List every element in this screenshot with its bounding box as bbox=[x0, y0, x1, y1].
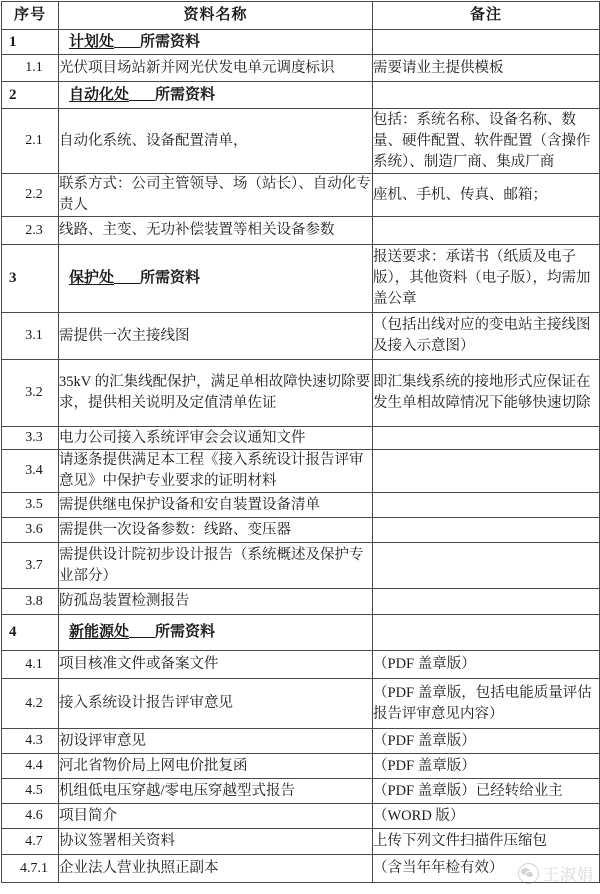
row-index: 4.1 bbox=[2, 651, 59, 679]
table-row bbox=[2, 313, 600, 360]
column-header-index: 序号 bbox=[2, 2, 59, 30]
row-material-name: 需提供继电保护设备和安自装置设备清单 bbox=[59, 493, 373, 518]
row-index: 3.4 bbox=[2, 450, 59, 493]
row-remark bbox=[373, 450, 600, 493]
row-index: 3 bbox=[2, 245, 59, 313]
section-department: 自动化处 bbox=[69, 86, 130, 103]
row-material-name: 需提供一次主接线图 bbox=[59, 313, 373, 360]
table-body bbox=[2, 30, 600, 883]
section-suffix: 所需资料 bbox=[140, 270, 201, 286]
row-index: 4.7 bbox=[2, 829, 59, 855]
row-material-name: 需提供设计院初步设计报告（系统概述及保护专业部分） bbox=[59, 543, 373, 589]
table-row bbox=[2, 174, 600, 217]
requirements-table bbox=[1, 1, 600, 883]
document-page bbox=[0, 1, 600, 894]
section-department: 计划处 bbox=[69, 33, 115, 50]
table-row bbox=[2, 754, 600, 779]
section-department: 新能源处 bbox=[69, 624, 130, 640]
row-index: 2.1 bbox=[2, 109, 59, 174]
row-material-name: 35kV 的汇集线配保护，满足单相故障快速切除要求，提供相关说明及定值清单佐证 bbox=[59, 360, 373, 427]
section-title bbox=[59, 82, 373, 109]
table-row bbox=[2, 804, 600, 829]
table-header bbox=[2, 2, 600, 30]
row-index: 4.7.1 bbox=[2, 855, 59, 883]
row-index: 3.1 bbox=[2, 313, 59, 360]
row-remark bbox=[373, 518, 600, 543]
section-blank-underline bbox=[114, 32, 140, 48]
table-row bbox=[2, 651, 600, 679]
row-index: 3.3 bbox=[2, 427, 59, 450]
section-blank-underline bbox=[129, 622, 155, 638]
row-index: 3.5 bbox=[2, 493, 59, 518]
row-index: 4.3 bbox=[2, 729, 59, 754]
row-index: 4.2 bbox=[2, 679, 59, 729]
row-remark: （含当年年检有效） bbox=[373, 855, 600, 883]
row-remark: 报送要求：承诺书（纸质及电子版），其他资料（电子版），均需加盖公章 bbox=[373, 245, 600, 313]
row-material-name: 机组低电压穿越/零电压穿越型式报告 bbox=[59, 779, 373, 804]
row-index: 3.7 bbox=[2, 543, 59, 589]
row-remark: （PDF 盖章版） bbox=[373, 651, 600, 679]
column-header-remark: 备注 bbox=[373, 2, 600, 30]
row-index: 2 bbox=[2, 82, 59, 109]
row-material-name: 河北省物价局上网电价批复函 bbox=[59, 754, 373, 779]
header-row bbox=[2, 2, 600, 30]
row-index: 1.1 bbox=[2, 55, 59, 82]
row-remark bbox=[373, 217, 600, 245]
row-material-name: 自动化系统、设备配置清单， bbox=[59, 109, 373, 174]
row-remark: （PDF 盖章版） bbox=[373, 754, 600, 779]
section-suffix: 所需资料 bbox=[155, 624, 216, 640]
table-row bbox=[2, 679, 600, 729]
section-department: 保护处 bbox=[69, 270, 115, 286]
column-header-name: 资料名称 bbox=[59, 2, 373, 30]
table-row bbox=[2, 450, 600, 493]
table-row bbox=[2, 55, 600, 82]
row-material-name: 项目简介 bbox=[59, 804, 373, 829]
row-remark: （WORD 版） bbox=[373, 804, 600, 829]
section-title bbox=[59, 615, 373, 651]
table-row bbox=[2, 493, 600, 518]
row-remark bbox=[373, 30, 600, 55]
row-remark bbox=[373, 543, 600, 589]
section-title bbox=[59, 30, 373, 55]
row-index: 2.3 bbox=[2, 217, 59, 245]
row-material-name: 协议签署相关资料 bbox=[59, 829, 373, 855]
table-row bbox=[2, 109, 600, 174]
row-remark: 上传下列文件扫描件压缩包 bbox=[373, 829, 600, 855]
row-material-name: 企业法人营业执照正副本 bbox=[59, 855, 373, 883]
table-row bbox=[2, 615, 600, 651]
row-remark: （PDF 盖章版，包括电能质量评估报告评审意见内容） bbox=[373, 679, 600, 729]
table-row bbox=[2, 543, 600, 589]
row-index: 3.2 bbox=[2, 360, 59, 427]
row-remark: 即汇集线系统的接地形式应保证在发生单相故障情况下能够快速切除 bbox=[373, 360, 600, 427]
row-material-name: 项目核准文件或备案文件 bbox=[59, 651, 373, 679]
row-material-name: 联系方式：公司主管领导、场（站长）、自动化专责人 bbox=[59, 174, 373, 217]
row-remark bbox=[373, 493, 600, 518]
table-row bbox=[2, 427, 600, 450]
table-row bbox=[2, 729, 600, 754]
table-row bbox=[2, 855, 600, 883]
row-remark bbox=[373, 589, 600, 615]
row-remark: 包括：系统名称、设备名称、数量、硬件配置、软件配置（含操作系统）、制造厂商、集成厂商 bbox=[373, 109, 600, 174]
table-row bbox=[2, 779, 600, 804]
row-remark bbox=[373, 615, 600, 651]
row-remark: 需要请业主提供模板 bbox=[373, 55, 600, 82]
table-row bbox=[2, 217, 600, 245]
row-remark: 座机、手机、传真、邮箱； bbox=[373, 174, 600, 217]
row-index: 4.4 bbox=[2, 754, 59, 779]
row-index: 4.6 bbox=[2, 804, 59, 829]
row-remark: （PDF 盖章版）已经转给业主 bbox=[373, 779, 600, 804]
table-row bbox=[2, 30, 600, 55]
row-index: 4 bbox=[2, 615, 59, 651]
row-material-name: 初设评审意见 bbox=[59, 729, 373, 754]
row-remark: （包括出线对应的变电站主接线图及接入示意图） bbox=[373, 313, 600, 360]
section-suffix: 所需资料 bbox=[140, 33, 201, 50]
row-index: 1 bbox=[2, 30, 59, 55]
section-title bbox=[59, 245, 373, 313]
row-remark: （PDF 盖章版） bbox=[373, 729, 600, 754]
row-index: 3.8 bbox=[2, 589, 59, 615]
row-material-name: 接入系统设计报告评审意见 bbox=[59, 679, 373, 729]
section-suffix: 所需资料 bbox=[155, 86, 216, 103]
row-material-name: 防孤岛装置检测报告 bbox=[59, 589, 373, 615]
table-row bbox=[2, 589, 600, 615]
row-material-name: 电力公司接入系统评审会会议通知文件 bbox=[59, 427, 373, 450]
section-blank-underline bbox=[129, 85, 155, 101]
table-row bbox=[2, 360, 600, 427]
row-material-name: 需提供一次设备参数：线路、变压器 bbox=[59, 518, 373, 543]
row-material-name: 请逐条提供满足本工程《接入系统设计报告评审意见》中保护专业要求的证明材料 bbox=[59, 450, 373, 493]
row-remark bbox=[373, 427, 600, 450]
table-row bbox=[2, 518, 600, 543]
row-material-name: 光伏项目场站新并网光伏发电单元调度标识 bbox=[59, 55, 373, 82]
watermark-nickname: 王淑娟 bbox=[542, 867, 594, 884]
row-remark bbox=[373, 82, 600, 109]
table-row bbox=[2, 82, 600, 109]
table-row bbox=[2, 829, 600, 855]
row-material-name: 线路、主变、无功补偿装置等相关设备参数 bbox=[59, 217, 373, 245]
row-index: 4.5 bbox=[2, 779, 59, 804]
row-index: 3.6 bbox=[2, 518, 59, 543]
table-row bbox=[2, 245, 600, 313]
section-blank-underline bbox=[114, 268, 140, 284]
row-index: 2.2 bbox=[2, 174, 59, 217]
